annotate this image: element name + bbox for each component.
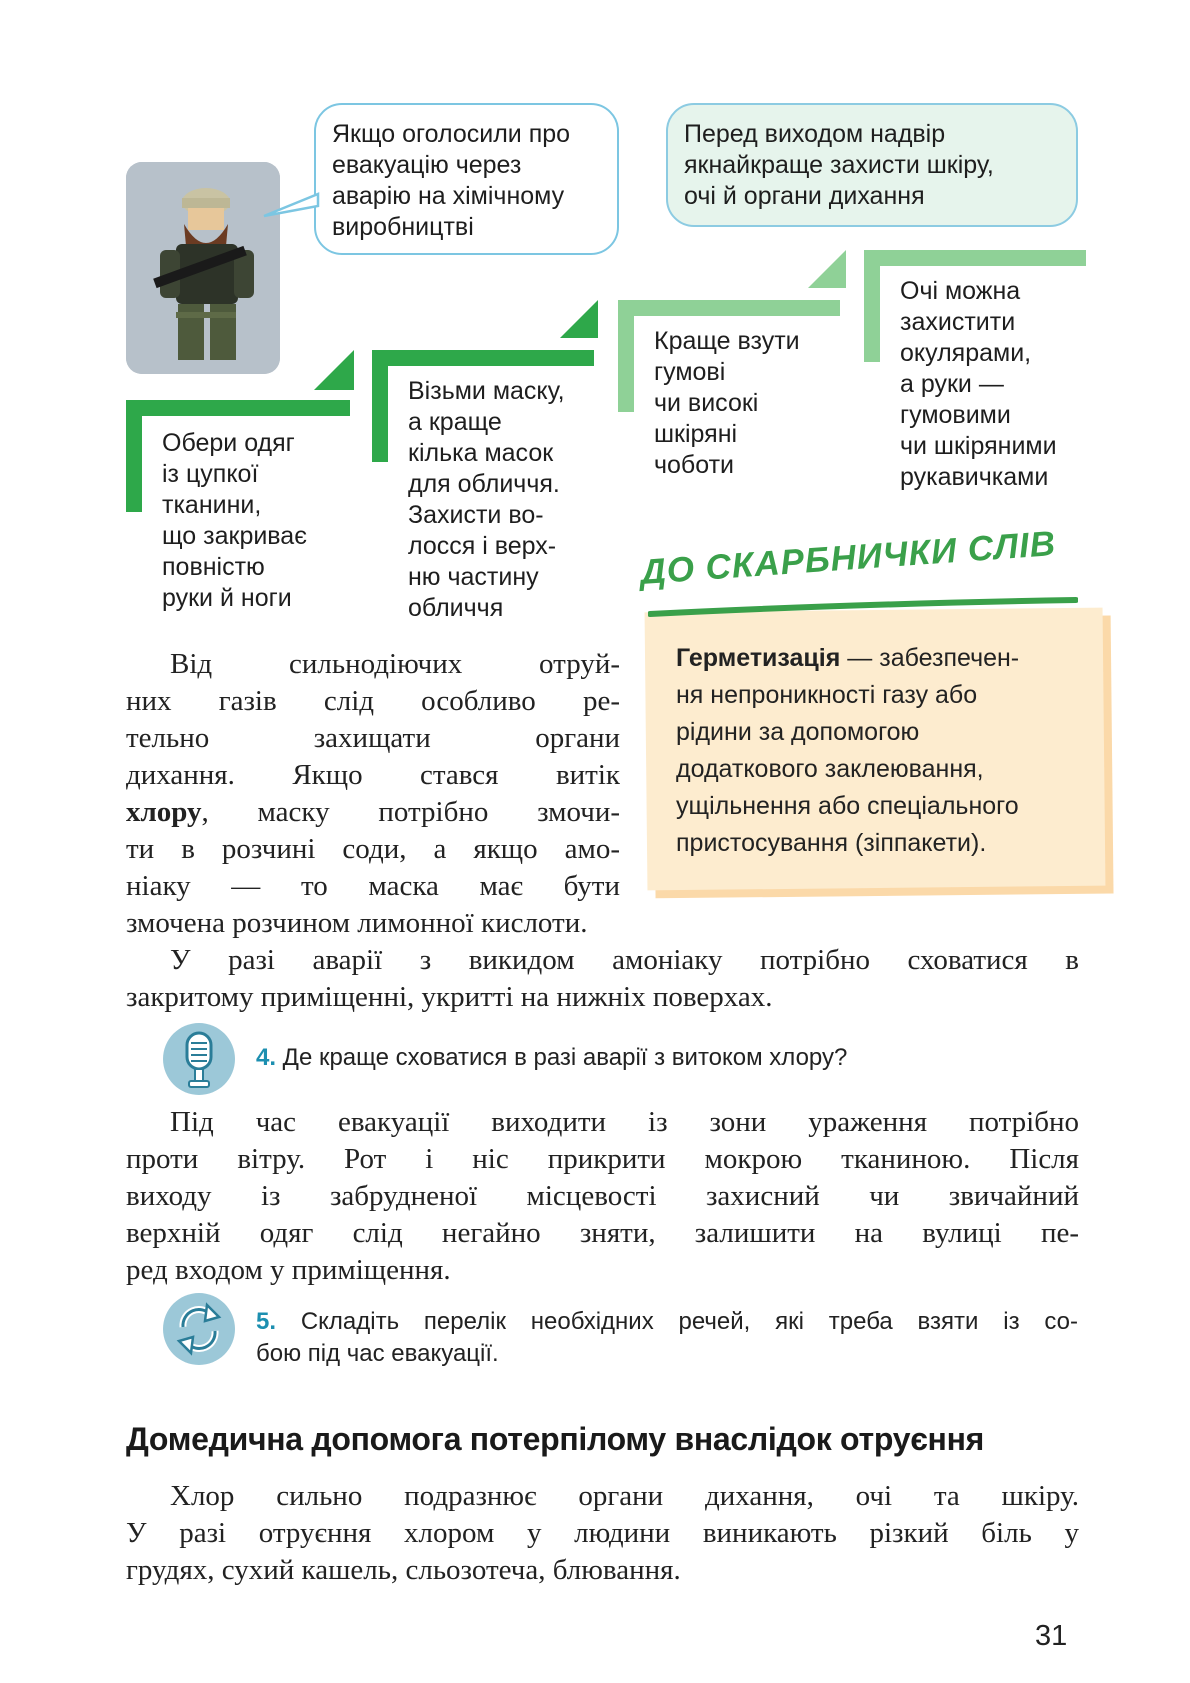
text-line	[126, 794, 620, 831]
step-line: гумовими	[900, 401, 1011, 429]
step-3-top-bar	[618, 300, 840, 316]
step-line: кілька масок	[408, 439, 554, 467]
paragraph-chlorine-poisoning	[126, 1478, 1079, 1589]
bubble-line: якнайкраще захисти шкіру,	[684, 151, 994, 179]
step-3-arrow-icon	[808, 250, 846, 288]
step-line: шкіряні	[654, 420, 738, 448]
step-line: тканини,	[162, 491, 262, 519]
text-line: змочена розчином лимонної кислоти.	[126, 907, 588, 939]
step-line: що закриває	[162, 522, 307, 550]
definition-line: ущільнення або спеціального	[676, 792, 1019, 820]
bubble-line: евакуацію через	[332, 151, 522, 179]
paragraph-evacuation	[126, 1104, 1079, 1289]
question-number: 5.	[256, 1308, 277, 1335]
step-line: а руки —	[900, 370, 1004, 398]
step-line: ню частину	[408, 563, 539, 591]
bubble-tail-icon	[262, 188, 322, 218]
text-run: , маску потрібно змочи-	[201, 796, 620, 828]
text-line: ти в розчині соди, а якщо амо-	[126, 833, 620, 865]
soldier-figure-image	[126, 162, 280, 374]
bubble-line: Якщо оголосили про	[332, 120, 571, 148]
question-line	[256, 1306, 1078, 1338]
step-line: Захисти во-	[408, 501, 544, 529]
question-text: Складіть перелік необхідних речей, які треба взяти із со-	[276, 1308, 1078, 1335]
definition-line: пристосування (зіппакети).	[676, 829, 987, 857]
refresh-arrows-icon	[163, 1293, 235, 1365]
text-line: проти вітру. Рот і ніс прикрити мокрою тканиною. Після	[126, 1143, 1079, 1175]
step-line: чи шкіряними	[900, 432, 1057, 460]
bubble-line: виробництві	[332, 213, 474, 241]
bubble-line: очі й органи дихання	[684, 182, 925, 210]
bubble-line: Перед виходом надвір	[684, 120, 946, 148]
definition-first: — забезпечен-	[840, 644, 1020, 672]
step-2-side-bar	[372, 350, 388, 462]
step-2-arrow-icon	[560, 300, 598, 338]
step-4-side-bar	[864, 250, 880, 362]
step-4-text	[900, 276, 1057, 493]
step-line: окулярами,	[900, 339, 1032, 367]
step-line: повністю	[162, 553, 265, 581]
step-line: захистити	[900, 308, 1016, 336]
definition-line: рідини за допомогою	[676, 718, 920, 746]
question-4	[256, 1042, 847, 1074]
definition-line: ня непроникності газу або	[676, 681, 978, 709]
step-line: із цупкої	[162, 460, 259, 488]
text-line: грудях, сухий кашель, сльозотеча, блювання.	[126, 1554, 681, 1586]
section-heading: Домедична допомога потерпілому внаслідок отруєння	[126, 1421, 984, 1457]
text-line: Від сильнодіючих отруй-	[170, 648, 620, 680]
step-1-arrow-icon	[314, 350, 354, 390]
step-line: лосся і верх-	[408, 532, 557, 560]
soldier-figure-illustration	[126, 162, 280, 374]
text-line: У разі аварії з викидом амоніаку потрібно сховатися в	[170, 944, 1079, 976]
step-line: руки й ноги	[162, 584, 292, 612]
refresh-arrows-glyph	[163, 1293, 235, 1365]
question-5	[256, 1306, 1078, 1370]
definition-line: додаткового заклеювання,	[676, 755, 984, 783]
question-number: 4.	[256, 1044, 277, 1071]
paragraph-ammonia	[126, 942, 1079, 1016]
vocabulary-term: Герметизація	[676, 644, 841, 672]
text-line: закритому приміщенні, укритті на нижніх поверхах.	[126, 981, 773, 1013]
text-line: Хлор сильно подразнює органи дихання, очі та шкіру.	[170, 1480, 1079, 1512]
text-line: них газів слід особливо ре-	[126, 685, 620, 717]
step-3-text	[654, 326, 800, 481]
step-2-text	[408, 376, 565, 624]
step-line: чоботи	[654, 451, 735, 479]
text-line: виходу із забрудненої місцевості захисний чи звичайний	[126, 1180, 1079, 1212]
step-line: рукавичками	[900, 463, 1049, 491]
vocabulary-definition	[676, 640, 1086, 862]
step-line: Краще взути	[654, 327, 800, 355]
step-line: Візьми маску,	[408, 377, 565, 405]
text-line: ніаку — то маска має бути	[126, 870, 620, 902]
step-2-top-bar	[372, 350, 594, 366]
definition-line	[676, 640, 1086, 677]
vocabulary-title: ДО СКАРБНИЧКИ СЛІВ	[639, 524, 1058, 593]
step-1-text	[162, 428, 307, 614]
step-4-top-bar	[864, 250, 1086, 266]
text-line: ред входом у приміщення.	[126, 1254, 451, 1286]
bubble-line: аварію на хімічному	[332, 182, 565, 210]
step-line: обличчя	[408, 594, 504, 622]
step-line: Очі можна	[900, 277, 1021, 305]
text-line: тельно захищати органи	[126, 722, 620, 754]
microphone-glyph	[163, 1023, 235, 1095]
text-line: Під час евакуації виходити із зони ураження потрібно	[170, 1106, 1079, 1138]
step-line: для обличчя.	[408, 470, 560, 498]
step-1-side-bar	[126, 400, 142, 512]
step-3-side-bar	[618, 300, 634, 412]
microphone-icon	[163, 1023, 235, 1095]
step-line: Обери одяг	[162, 429, 295, 457]
text-line: верхній одяг слід негайно зняти, залишити на вулиці пе-	[126, 1217, 1079, 1249]
vocabulary-underline-icon	[648, 596, 1078, 620]
text-line: дихання. Якщо стався витік	[126, 759, 620, 791]
speech-bubble-evacuation	[314, 103, 619, 255]
step-line: гумові	[654, 358, 726, 386]
question-text: Де краще сховатися в разі аварії з витоком хлору?	[276, 1044, 848, 1071]
speech-bubble-protect	[666, 103, 1078, 227]
paragraph-toxic-gases	[126, 646, 620, 942]
step-line: а краще	[408, 408, 502, 436]
text-line: У разі отруєння хлором у людини виникають різкий біль у	[126, 1517, 1079, 1549]
page-number: 31	[1035, 1620, 1068, 1652]
question-line: бою під час евакуації.	[256, 1340, 499, 1367]
step-1-top-bar	[126, 400, 350, 416]
step-line: чи високі	[654, 389, 759, 417]
bold-chlorine: хлору	[126, 796, 202, 828]
